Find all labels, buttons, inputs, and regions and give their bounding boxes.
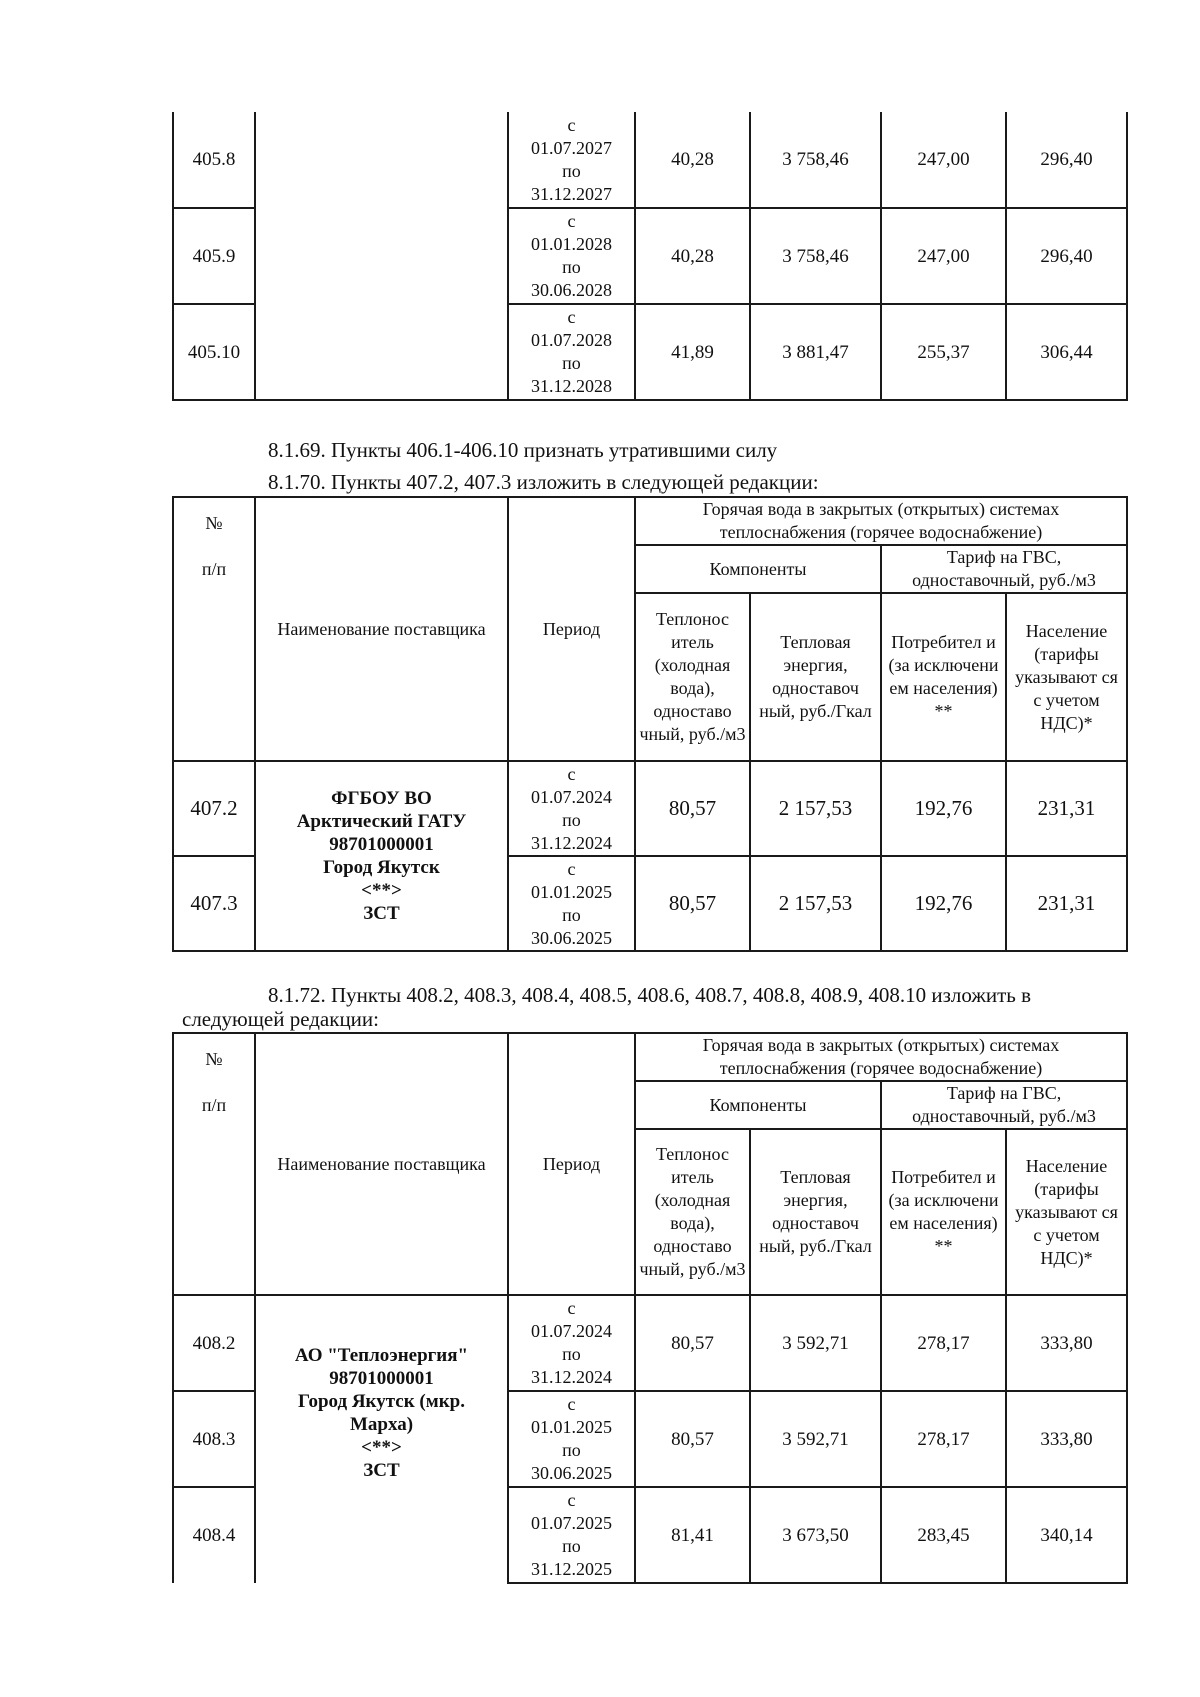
- table-row: [173, 1295, 1127, 1391]
- heat-energy-tariff: 3 881,47: [750, 304, 881, 400]
- supplier-cell: АО "Теплоэнергия" 98701000001 Город Якутск (мкр. Марха) <**> ЗСТ: [255, 1295, 508, 1583]
- population-tariff: 333,80: [1006, 1391, 1127, 1487]
- heat-energy-tariff: 3 758,46: [750, 208, 881, 304]
- population-tariff: 333,80: [1006, 1295, 1127, 1391]
- header-supplier: Наименование поставщика: [255, 497, 508, 761]
- paragraph-8-1-72-cont: следующей редакции:: [182, 1007, 379, 1031]
- population-tariff: 231,31: [1006, 856, 1127, 951]
- period-cell: с 01.07.2024 по 31.12.2024: [508, 1295, 635, 1391]
- coolant-tariff: 40,28: [635, 208, 750, 304]
- population-tariff: 296,40: [1006, 208, 1127, 304]
- header-heat-energy: Тепловая энергия, одноставоч ный, руб./Гкал: [750, 593, 881, 761]
- header-tariff: Тариф на ГВС, одноставочный, руб./м3: [881, 545, 1127, 593]
- period-cell: с 01.01.2025 по 30.06.2025: [508, 1391, 635, 1487]
- population-tariff: 306,44: [1006, 304, 1127, 400]
- consumer-tariff: 247,00: [881, 112, 1006, 208]
- consumer-tariff: 192,76: [881, 761, 1006, 856]
- consumer-tariff: 283,45: [881, 1487, 1006, 1583]
- header-row-number: № п/п: [173, 1033, 255, 1295]
- tariff-table-405: [172, 112, 1128, 401]
- period-cell: с 01.07.2028 по 31.12.2028: [508, 304, 635, 400]
- header-group: Горячая вода в закрытых (открытых) системах теплоснабжения (горячее водоснабжение): [635, 497, 1127, 545]
- consumer-tariff: 278,17: [881, 1295, 1006, 1391]
- header-components: Компоненты: [635, 545, 881, 593]
- table-row: [173, 112, 1127, 208]
- row-number: 405.10: [173, 304, 255, 400]
- period-cell: с 01.07.2027 по 31.12.2027: [508, 112, 635, 208]
- header-supplier: Наименование поставщика: [255, 1033, 508, 1295]
- tariff-table-408: [172, 1032, 1128, 1584]
- heat-energy-tariff: 2 157,53: [750, 856, 881, 951]
- heat-energy-tariff: 3 758,46: [750, 112, 881, 208]
- paragraph-8-1-72: 8.1.72. Пункты 408.2, 408.3, 408.4, 408.5, 408.6, 408.7, 408.8, 408.9, 408.10 изложить в: [268, 983, 1032, 1007]
- row-number: 408.4: [173, 1487, 255, 1583]
- tariff-table-407: [172, 496, 1128, 952]
- paragraph-8-1-69: 8.1.69. Пункты 406.1-406.10 признать утратившими силу: [268, 438, 778, 462]
- coolant-tariff: 80,57: [635, 1391, 750, 1487]
- period-cell: с 01.07.2024 по 31.12.2024: [508, 761, 635, 856]
- coolant-tariff: 80,57: [635, 1295, 750, 1391]
- header-components: Компоненты: [635, 1081, 881, 1129]
- header-row-number: № п/п: [173, 497, 255, 761]
- header-period: Период: [508, 1033, 635, 1295]
- coolant-tariff: 80,57: [635, 856, 750, 951]
- header-group: Горячая вода в закрытых (открытых) системах теплоснабжения (горячее водоснабжение): [635, 1033, 1127, 1081]
- header-coolant: Теплонос итель (холодная вода), одноставо чный, руб./м3: [635, 1129, 750, 1295]
- header-population: Население (тарифы указывают ся с учетом НДС)*: [1006, 1129, 1127, 1295]
- header-population: Население (тарифы указывают ся с учетом НДС)*: [1006, 593, 1127, 761]
- heat-energy-tariff: 3 592,71: [750, 1295, 881, 1391]
- supplier-cell: ФГБОУ ВО Арктический ГАТУ 98701000001 Город Якутск <**> ЗСТ: [255, 761, 508, 951]
- period-cell: с 01.01.2025 по 30.06.2025: [508, 856, 635, 951]
- heat-energy-tariff: 3 592,71: [750, 1391, 881, 1487]
- coolant-tariff: 40,28: [635, 112, 750, 208]
- table-row: [173, 761, 1127, 856]
- supplier-cell: [255, 112, 508, 400]
- row-number: 408.2: [173, 1295, 255, 1391]
- paragraph-8-1-70: 8.1.70. Пункты 407.2, 407.3 изложить в следующей редакции:: [268, 470, 819, 494]
- header-consumers: Потребител и (за исключени ем населения) **: [881, 593, 1006, 761]
- population-tariff: 231,31: [1006, 761, 1127, 856]
- header-coolant: Теплонос итель (холодная вода), одноставо чный, руб./м3: [635, 593, 750, 761]
- coolant-tariff: 81,41: [635, 1487, 750, 1583]
- consumer-tariff: 192,76: [881, 856, 1006, 951]
- consumer-tariff: 255,37: [881, 304, 1006, 400]
- consumer-tariff: 247,00: [881, 208, 1006, 304]
- header-period: Период: [508, 497, 635, 761]
- period-cell: с 01.01.2028 по 30.06.2028: [508, 208, 635, 304]
- header-heat-energy: Тепловая энергия, одноставоч ный, руб./Гкал: [750, 1129, 881, 1295]
- coolant-tariff: 41,89: [635, 304, 750, 400]
- heat-energy-tariff: 3 673,50: [750, 1487, 881, 1583]
- row-number: 407.2: [173, 761, 255, 856]
- row-number: 405.8: [173, 112, 255, 208]
- header-tariff: Тариф на ГВС, одноставочный, руб./м3: [881, 1081, 1127, 1129]
- coolant-tariff: 80,57: [635, 761, 750, 856]
- heat-energy-tariff: 2 157,53: [750, 761, 881, 856]
- population-tariff: 340,14: [1006, 1487, 1127, 1583]
- row-number: 408.3: [173, 1391, 255, 1487]
- header-consumers: Потребител и (за исключени ем населения) **: [881, 1129, 1006, 1295]
- population-tariff: 296,40: [1006, 112, 1127, 208]
- row-number: 407.3: [173, 856, 255, 951]
- consumer-tariff: 278,17: [881, 1391, 1006, 1487]
- period-cell: с 01.07.2025 по 31.12.2025: [508, 1487, 635, 1583]
- row-number: 405.9: [173, 208, 255, 304]
